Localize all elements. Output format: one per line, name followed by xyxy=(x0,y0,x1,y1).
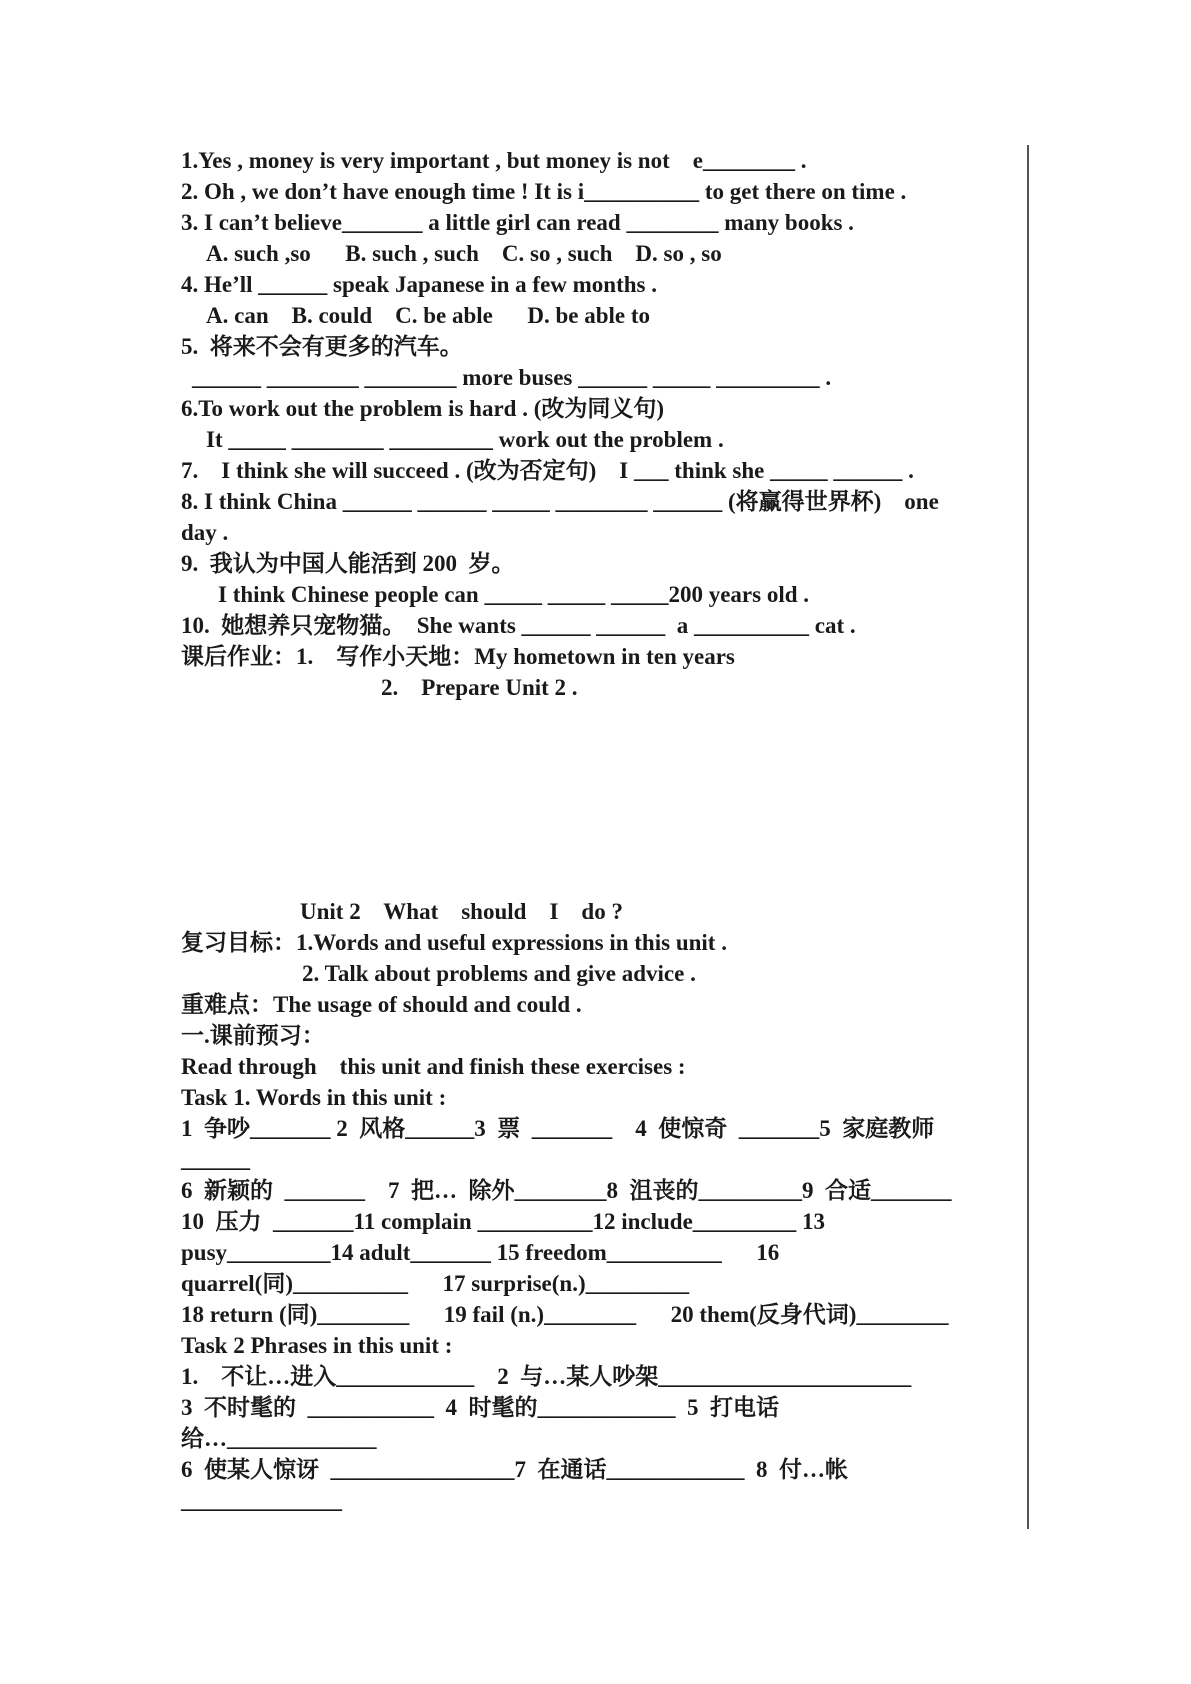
task-2-row-1: 1. 不让…进入____________ 2 与…某人吵架______________________ xyxy=(181,1364,912,1389)
question-7: 7. I think she will succeed . (改为否定句) I ___ think she _____ ______ . xyxy=(181,458,914,483)
question-4: 4. He’ll ______ speak Japanese in a few months . xyxy=(181,272,657,297)
task-1-row-1-cont: ______ xyxy=(181,1147,250,1172)
unit-title: Unit 2 What should I do ? xyxy=(300,899,623,924)
question-6-blanks: It _____ ________ _________ work out the problem . xyxy=(206,427,724,452)
task-2-heading: Task 2 Phrases in this unit : xyxy=(181,1333,453,1358)
question-8: 8. I think China ______ ______ _____ ________ ______ (将赢得世界杯) one xyxy=(181,489,939,514)
question-3-options: A. such ,so B. such , such C. so , such D. so , so xyxy=(206,241,722,266)
question-6-prompt: 6.To work out the problem is hard . (改为同义句) xyxy=(181,396,665,421)
section-heading-preview: 一.课前预习： xyxy=(181,1023,325,1048)
review-goals-2: 2. Talk about problems and give advice . xyxy=(302,961,696,986)
question-1: 1.Yes , money is very important , but money is not e________ . xyxy=(181,148,807,173)
task-1-row-1: 1 争吵_______ 2 风格______3 票 _______ 4 使惊奇 _______5 家庭教师 xyxy=(181,1116,935,1141)
homework-item-1: 课后作业：1. 写作小天地：My hometown in ten years xyxy=(181,644,735,669)
task-1-row-3: 10 压力 _______11 complain __________12 include_________ 13 xyxy=(181,1209,826,1234)
task-1-row-5: quarrel(同)__________ 17 surprise(n.)_________ xyxy=(181,1271,690,1296)
task-1-heading: Task 1. Words in this unit : xyxy=(181,1085,447,1110)
task-2-row-3-cont: ______________ xyxy=(181,1488,342,1513)
task-2-row-3: 6 使某人惊讶 ________________7 在通话____________ 8 付…帐 xyxy=(181,1457,848,1482)
task-2-row-2-cont: 给…_____________ xyxy=(181,1426,377,1451)
question-2: 2. Oh , we don’t have enough time ! It is i__________ to get there on time . xyxy=(181,179,907,204)
question-5-blanks: ______ ________ ________ more buses ______ _____ _________ . xyxy=(192,365,832,390)
instructions: Read through this unit and finish these exercises : xyxy=(181,1054,686,1079)
key-points: 重难点：The usage of should and could . xyxy=(181,992,582,1017)
question-5-prompt: 5. 将来不会有更多的汽车。 xyxy=(181,334,463,359)
question-8-continuation: day . xyxy=(181,520,229,545)
right-margin-rule xyxy=(1027,145,1029,1529)
question-9-blanks: I think Chinese people can _____ _____ _____200 years old . xyxy=(218,582,810,607)
homework-item-2: 2. Prepare Unit 2 . xyxy=(381,675,578,700)
task-1-row-6: 18 return (同)________ 19 fail (n.)________ 20 them(反身代词)________ xyxy=(181,1302,949,1327)
task-2-row-2: 3 不时髦的 ___________ 4 时髦的____________ 5 打电话 xyxy=(181,1395,779,1420)
review-goals: 复习目标：1.Words and useful expressions in this unit . xyxy=(181,930,727,955)
task-1-row-4: pusy_________14 adult_______ 15 freedom__________ 16 xyxy=(181,1240,780,1265)
question-3: 3. I can’t believe_______ a little girl can read ________ many books . xyxy=(181,210,854,235)
question-10: 10. 她想养只宠物猫。 She wants ______ ______ a __________ cat . xyxy=(181,613,856,638)
question-4-options: A. can B. could C. be able D. be able to xyxy=(206,303,651,328)
task-1-row-2: 6 新颖的 _______ 7 把… 除外________8 沮丧的_________9 合适_______ xyxy=(181,1178,952,1203)
question-9-prompt: 9. 我认为中国人能活到 200 岁。 xyxy=(181,551,515,576)
